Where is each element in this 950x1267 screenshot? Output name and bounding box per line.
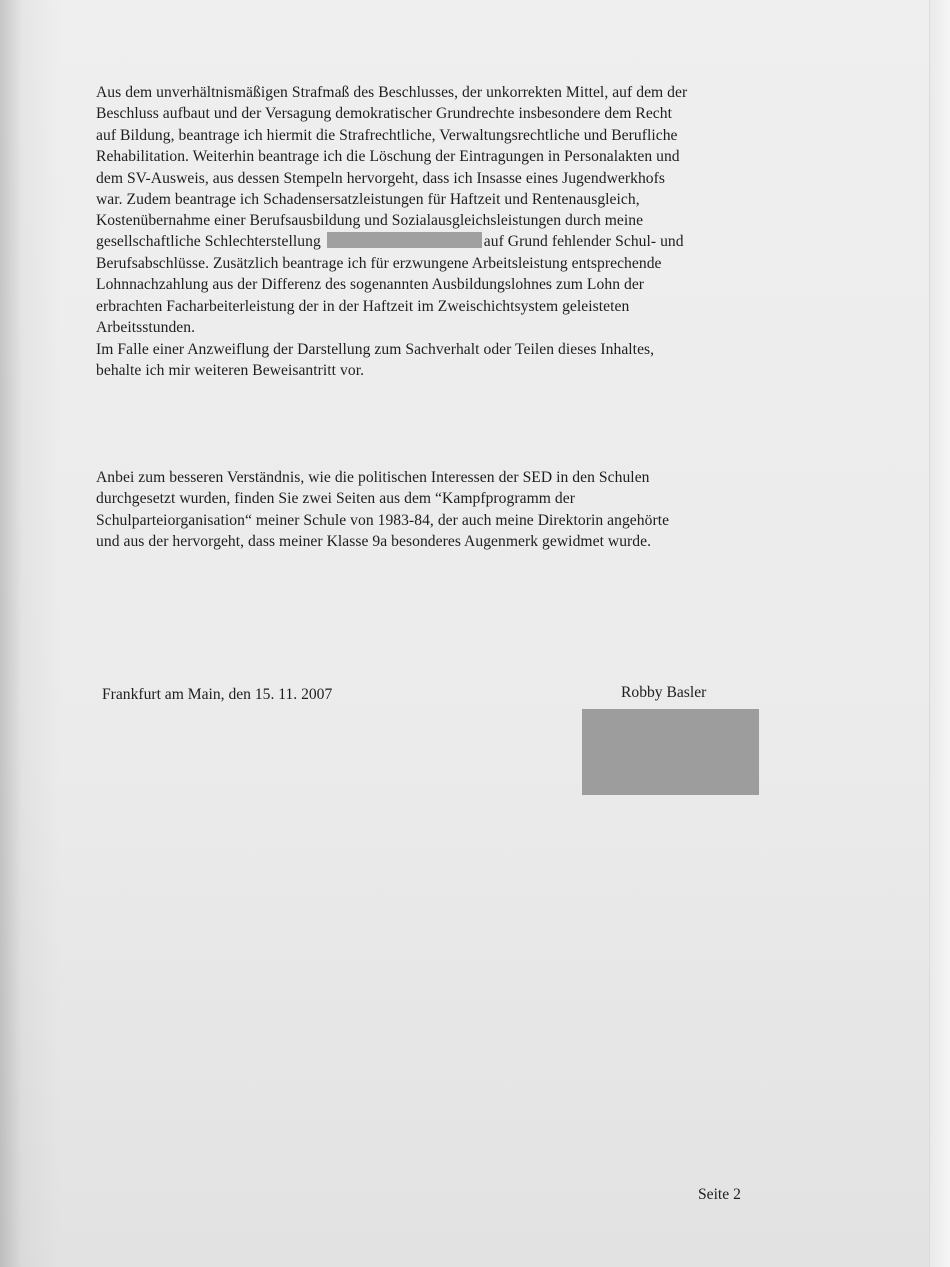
paragraph1-line-3: auf Bildung, beantrage ich hiermit die Strafrechtliche, Verwaltungsrechtliche und Berufliche bbox=[96, 127, 678, 144]
redacted-signature bbox=[582, 709, 759, 795]
paragraph2-line-1: Anbei zum besseren Verständnis, wie die politischen Interessen der SED in den Schulen bbox=[96, 469, 650, 486]
paragraph2-line-4: und aus der hervorgeht, dass meiner Klasse 9a besonderes Augenmerk gewidmet wurde. bbox=[96, 533, 652, 550]
paragraph1-line-12: Arbeitsstunden. bbox=[96, 319, 196, 336]
paragraph1-line-9: Berufsabschlüsse. Zusätzlich beantrage ich für erzwungene Arbeitsleistung entsprechende bbox=[96, 255, 662, 272]
paragraph1-line-10: Lohnnachzahlung aus der Differenz des sogenannten Ausbildungslohnes zum Lohn der bbox=[96, 276, 645, 293]
signer-name: Robby Basler bbox=[621, 684, 707, 701]
place-and-date: Frankfurt am Main, den 15. 11. 2007 bbox=[102, 686, 333, 703]
paragraph1-line-6: war. Zudem beantrage ich Schadensersatzleistungen für Haftzeit und Rentenausgleich, bbox=[96, 191, 640, 208]
paragraph1-line-8 bbox=[96, 231, 684, 252]
paragraph1-line-14: behalte ich mir weiteren Beweisantritt vor. bbox=[96, 362, 365, 379]
paragraph1-line-11: erbrachten Facharbeiterleistung der in der Haftzeit im Zweischichtsystem geleisteten bbox=[96, 298, 630, 315]
page-number: Seite 2 bbox=[698, 1186, 741, 1203]
paragraph1-line-5: dem SV-Ausweis, aus dessen Stempeln hervorgeht, dass ich Insasse eines Jugendwerkhofs bbox=[96, 170, 665, 187]
paragraph1-line-2: Beschluss aufbaut und der Versagung demokratischer Grundrechte insbesondere dem Recht bbox=[96, 105, 672, 122]
line8-before-redaction: gesellschaftliche Schlechterstellung bbox=[96, 233, 321, 250]
line8-after-redaction: auf Grund fehlender Schul- und bbox=[483, 233, 684, 250]
paragraph1-line-4: Rehabilitation. Weiterhin beantrage ich die Löschung der Eintragungen in Personalakten und bbox=[96, 148, 680, 165]
page-edge bbox=[929, 0, 950, 1267]
paragraph1-line-1: Aus dem unverhältnismäßigen Strafmaß des Beschlusses, der unkorrekten Mittel, auf dem der bbox=[96, 84, 688, 101]
paragraph2-line-3: Schulparteiorganisation“ meiner Schule von 1983-84, der auch meine Direktorin angehörte bbox=[96, 512, 670, 529]
paragraph1-line-13: Im Falle einer Anzweiflung der Darstellung zum Sachverhalt oder Teilen dieses Inhaltes, bbox=[96, 341, 655, 358]
paragraph2-line-2: durchgesetzt wurden, finden Sie zwei Seiten aus dem “Kampfprogramm der bbox=[96, 490, 575, 507]
redaction-block bbox=[327, 232, 482, 248]
paragraph1-line-7: Kostenübernahme einer Berufsausbildung und Sozialausgleichsleistungen durch meine bbox=[96, 212, 644, 229]
